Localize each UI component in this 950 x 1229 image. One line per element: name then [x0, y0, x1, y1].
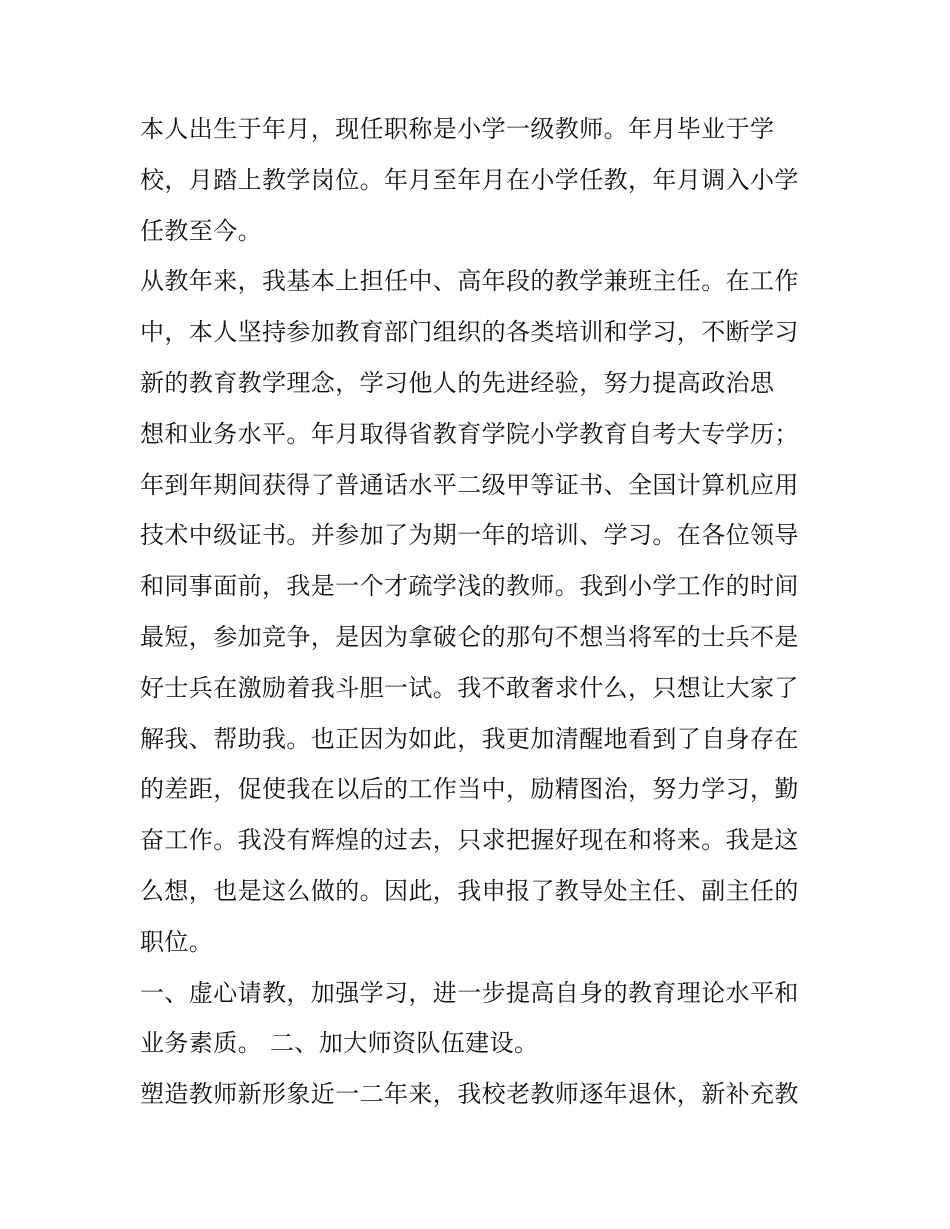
- text-line: 的差距，促使我在以后的工作当中，励精图治，努力学习，勤: [140, 775, 799, 804]
- paragraph-4: [140, 1069, 812, 1120]
- text-line: 一、虚心请教，加强学习，进一步提高自身的教育理论水平和: [140, 978, 799, 1007]
- text-line: 校，月踏上教学岗位。年月至年月在小学任教，年月调入小学: [140, 165, 799, 194]
- text-line: 从教年来，我基本上担任中、高年段的教学兼班主任。在工作: [140, 267, 799, 296]
- text-line: 业务素质。 二、加大师资队伍建设。: [140, 1029, 539, 1058]
- text-line: 中，本人坚持参加教育部门组织的各类培训和学习，不断学习: [140, 318, 799, 347]
- text-line: 解我、帮助我。也正因为如此，我更加清醒地看到了自身存在: [140, 724, 799, 753]
- text-line: 年到年期间获得了普通话水平二级甲等证书、全国计算机应用: [140, 470, 799, 499]
- text-line: 职位。: [140, 927, 214, 956]
- document-body: [140, 104, 812, 1120]
- text-line: 好士兵在激励着我斗胆一试。我不敢奢求什么，只想让大家了: [140, 673, 799, 702]
- paragraph-1: [140, 104, 812, 256]
- text-line: 塑造教师新形象近一二年来，我校老教师逐年退休，新补充教: [140, 1080, 799, 1109]
- text-line: 技术中级证书。并参加了为期一年的培训、学习。在各位领导: [140, 521, 799, 550]
- text-line: 新的教育教学理念，学习他人的先进经验，努力提高政治思: [140, 368, 775, 397]
- text-line: 和同事面前，我是一个才疏学浅的教师。我到小学工作的时间: [140, 572, 799, 601]
- text-line: 任教至今。: [140, 216, 262, 245]
- text-line: 奋工作。我没有辉煌的过去，只求把握好现在和将来。我是这: [140, 826, 799, 855]
- text-line: 本人出生于年月，现任职称是小学一级教师。年月毕业于学: [140, 115, 775, 143]
- paragraph-3: [140, 968, 812, 1070]
- text-line: 想和业务水平。年月取得省教育学院小学教育自考大专学历；: [140, 419, 799, 448]
- paragraph-2: [140, 256, 812, 967]
- text-line: 最短，参加竞争，是因为拿破仑的那句不想当将军的士兵不是: [140, 622, 799, 651]
- text-line: 么想，也是这么做的。因此，我申报了教导处主任、副主任的: [140, 876, 799, 905]
